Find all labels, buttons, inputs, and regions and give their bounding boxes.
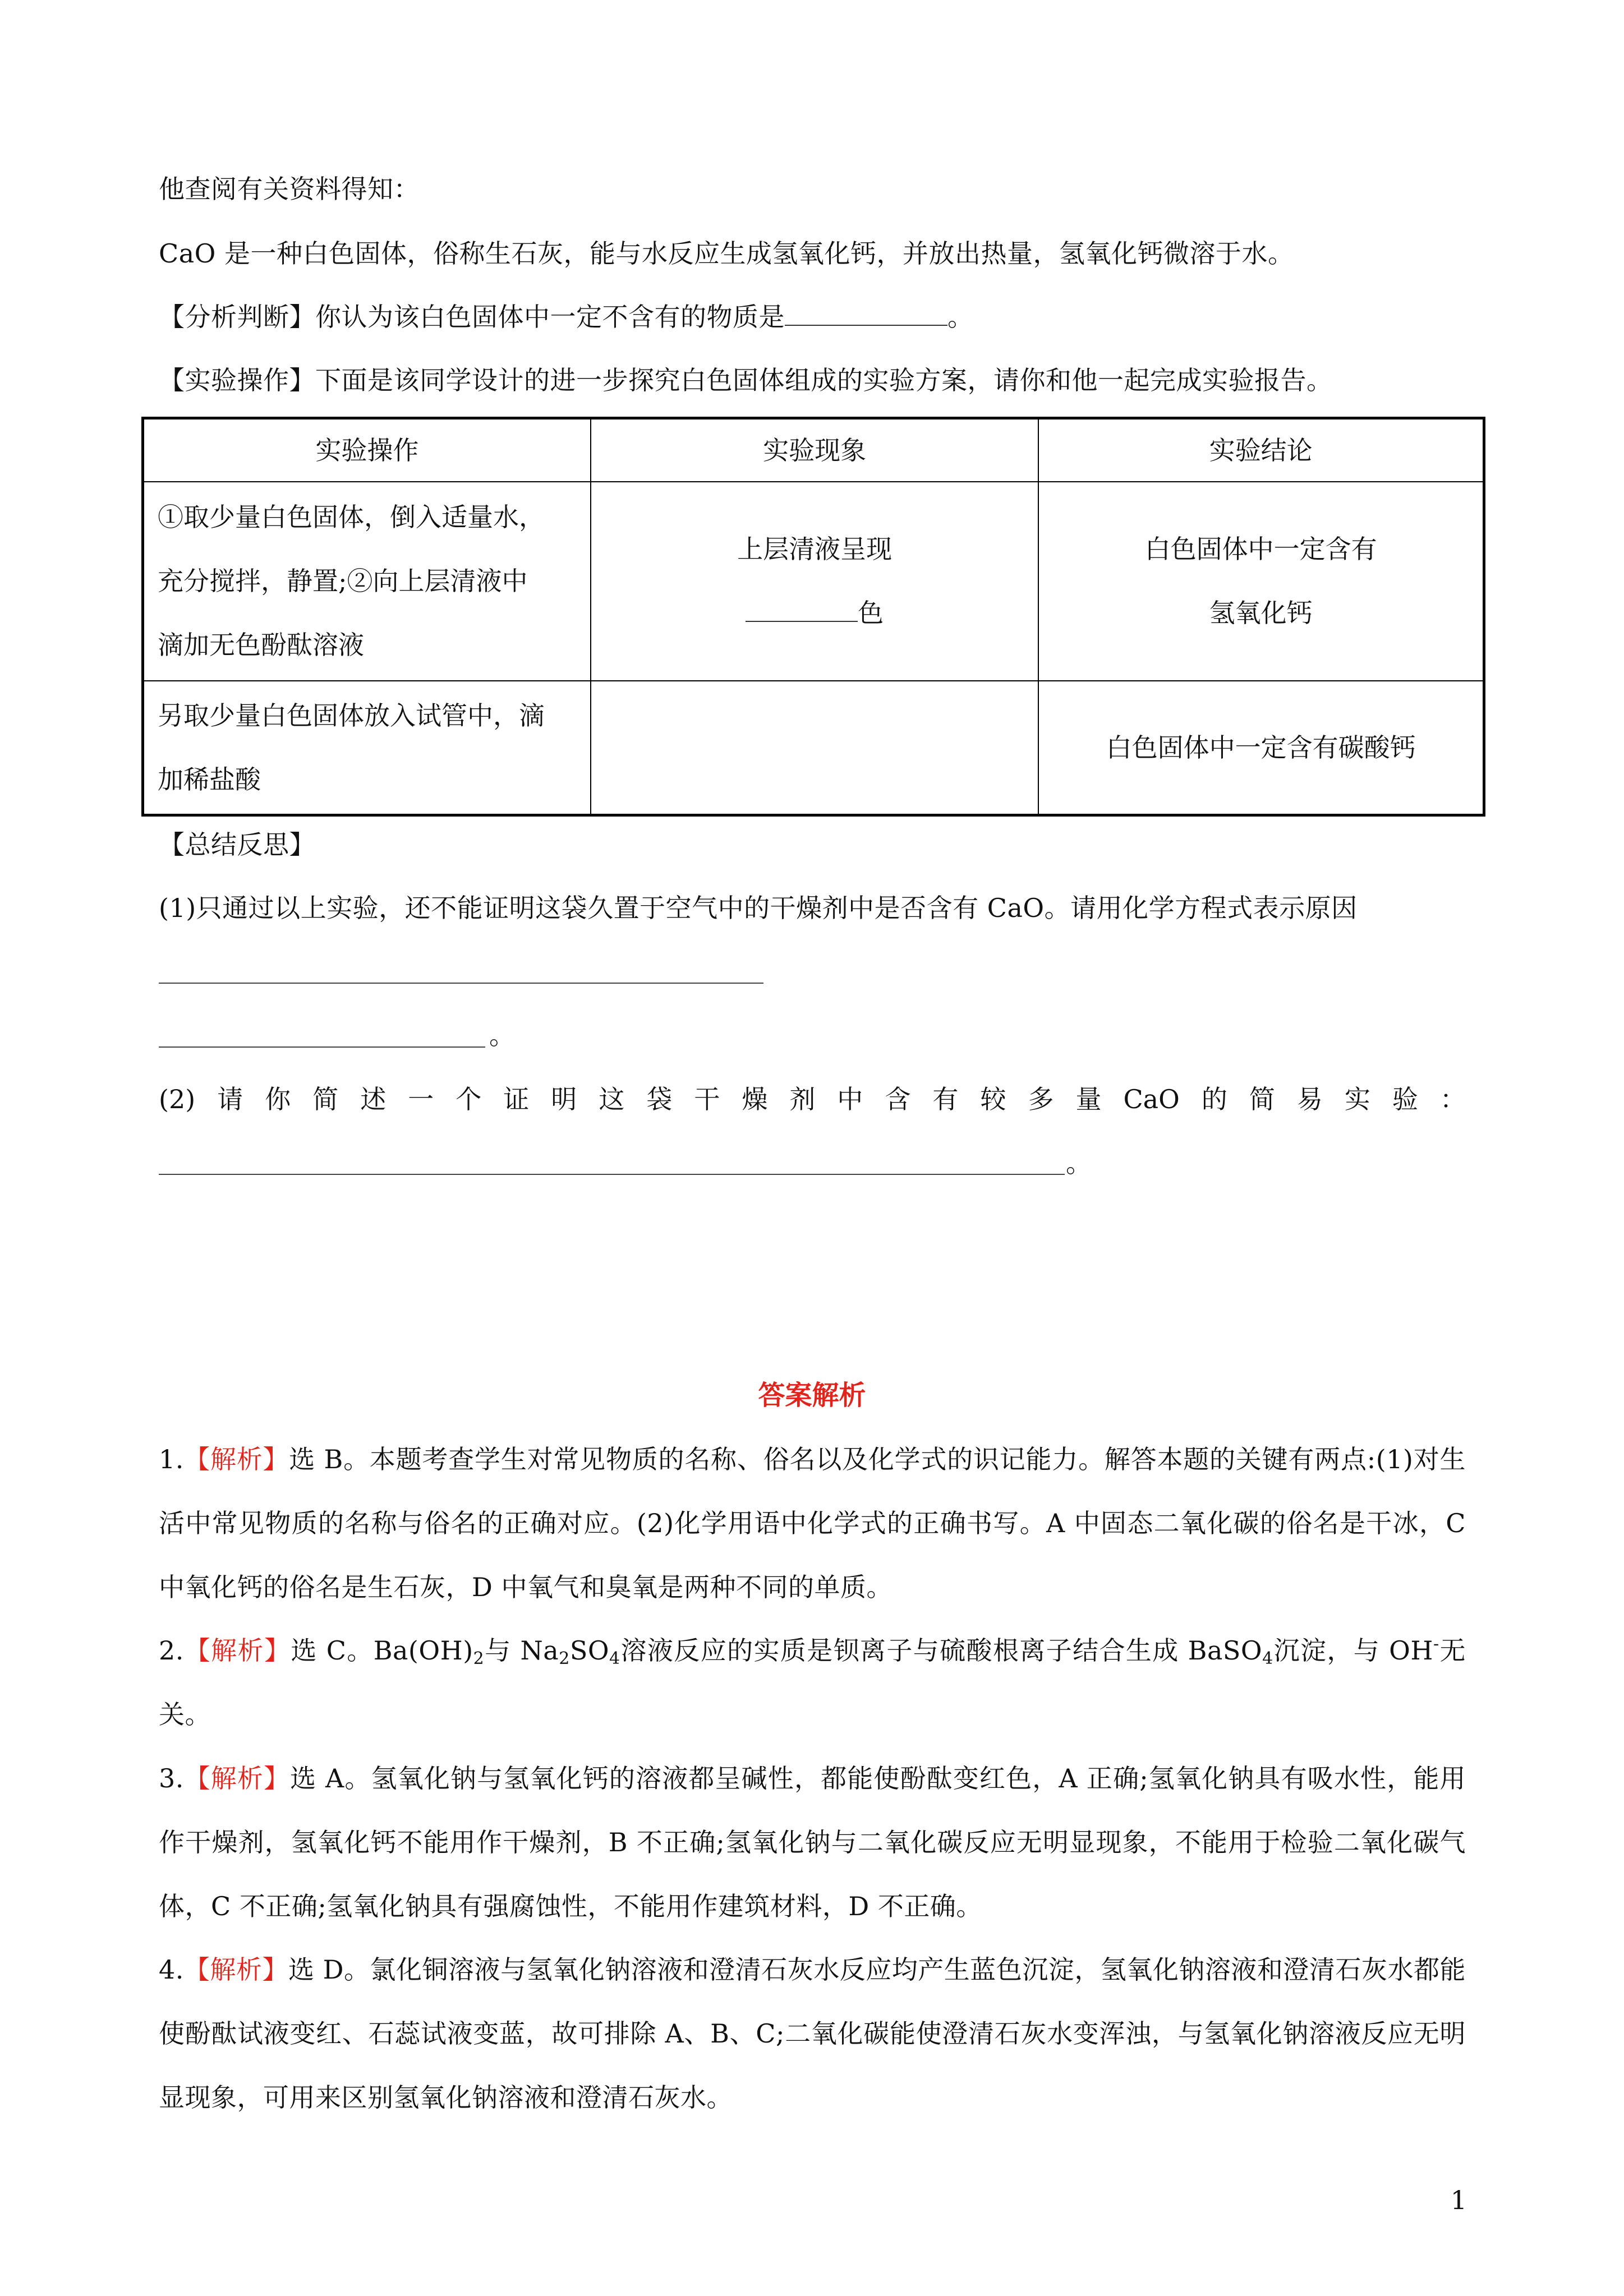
q2-char: 证: [503, 1084, 530, 1114]
answer-text: 与 Na: [484, 1635, 559, 1666]
analysis-text: 你认为该白色固体中一定不含有的物质是: [315, 302, 785, 332]
answer-num: 2.: [159, 1635, 184, 1666]
row2-op-line1: 另取少量白色固体放入试管中，滴: [158, 700, 545, 731]
answer-tag: 【解析】: [183, 1954, 288, 1985]
answer-num: 3.: [159, 1763, 184, 1794]
q2-char: 干: [694, 1084, 720, 1114]
header-conclusion: 实验结论: [1038, 418, 1484, 482]
answer-text: SO: [569, 1635, 610, 1666]
intro-line: 他查阅有关资料得知：: [159, 174, 420, 204]
answer-text: 沉淀，与 OH: [1273, 1635, 1433, 1666]
q2-char: 量: [1075, 1084, 1102, 1114]
answer-text: 溶液反应的实质是钡离子与硫酸根离子结合生成 BaSO: [620, 1635, 1263, 1666]
q2-char: 较: [980, 1084, 1006, 1114]
q2-char: 剂: [789, 1084, 816, 1114]
q2-end: 。: [1066, 1148, 1092, 1178]
page-number: 1: [1450, 2185, 1467, 2215]
subscript: 2: [559, 1649, 570, 1668]
subscript: 4: [1262, 1649, 1273, 1668]
q2-char: (2): [159, 1084, 196, 1114]
answer-text: 选 C。Ba(OH): [291, 1635, 473, 1666]
row1-phen-line1: 上层清液呈现: [737, 534, 892, 564]
row1-concl-line2: 氢氧化钙: [1209, 598, 1313, 628]
q2-char: ：: [1439, 1084, 1466, 1114]
row2-conclusion: 白色固体中一定含有碳酸钙: [1038, 681, 1484, 815]
cao-info: CaO 是一种白色固体，俗称生石灰，能与水反应生成氢氧化钙，并放出热量，氢氧化钙微溶于水。: [159, 238, 1294, 269]
q2-char: 明: [551, 1084, 577, 1114]
answer-4: [159, 1938, 1466, 2129]
answer-tag: 【解析】: [183, 1444, 289, 1474]
row1-operation: [143, 482, 591, 681]
row1-phenomenon: [591, 482, 1039, 681]
q1-end: 。: [489, 1020, 516, 1050]
q2-char: 多: [1028, 1084, 1054, 1114]
q2-char: 的: [1201, 1084, 1227, 1114]
operation-line: [159, 363, 1333, 397]
q2-char: 个: [456, 1084, 482, 1114]
q2-char: 有: [932, 1084, 959, 1114]
table-header-row: [143, 418, 1484, 482]
row1-op-line2: 充分搅拌，静置;②向上层清液中: [158, 566, 528, 596]
operation-text: 下面是该同学设计的进一步探究白色固体组成的实验方案，请你和他一起完成实验报告。: [315, 365, 1333, 395]
analysis-line: [159, 300, 974, 334]
answer-section-title: 答案解析: [758, 1380, 866, 1411]
row1-conclusion: [1038, 482, 1484, 681]
subscript: 2: [473, 1649, 485, 1668]
answer-2: [159, 1619, 1466, 1746]
row1-phen-line2: [605, 581, 1025, 645]
superscript: -: [1433, 1634, 1439, 1654]
q2-char: 袋: [646, 1084, 673, 1114]
q1-answer-line-2[interactable]: [159, 1046, 485, 1048]
subscript: 4: [609, 1649, 620, 1668]
color-suffix: 色: [858, 598, 884, 628]
answer-text: 选 B。本题考查学生对常见物质的名称、俗名以及化学式的识记能力。解答本题的关键有两点:(1)对生活中常见物质的名称与俗名的正确对应。(2)化学用语中化学式的正确书写。A 中固态二氧化碳的俗名是干冰，C 中氧化钙的俗名是生石灰，D 中氧气和臭氧是两种不同的单质。: [159, 1444, 1466, 1602]
answer-text: 选 D。氯化铜溶液与氢氧化钠溶液和澄清石灰水反应均产生蓝色沉淀，氢氧化钠溶液和澄清石灰水都能使酚酞试液变红、石蕊试液变蓝，故可排除 A、B、C;二氧化碳能使澄清石灰水变浑浊，与氢氧化钠溶液反应无明显现象，可用来区别氢氧化钠溶液和澄清石灰水。: [159, 1954, 1466, 2113]
q2-char: 简: [312, 1084, 339, 1114]
row2-phenomenon[interactable]: [591, 681, 1039, 815]
q2-char: 含: [885, 1084, 911, 1114]
color-blank[interactable]: [746, 598, 858, 622]
answer-text: 选 A。氢氧化钠与氢氧化钙的溶液都呈碱性，都能使酚酞变红色，A 正确;氢氧化钠具有吸水性，能用作干燥剂，氢氧化钙不能用作干燥剂，B 不正确;氢氧化钠与二氧化碳反应无明显现象，不能用于检验二氧化碳气体，C 不正确;氢氧化钠具有强腐蚀性，不能用作建筑材料，D 不正确。: [159, 1763, 1466, 1921]
q2-char: 述: [360, 1084, 387, 1114]
row1-concl-line1: 白色固体中一定含有: [1144, 534, 1377, 564]
answer-tag: 【解析】: [183, 1635, 291, 1666]
row2-operation: [143, 681, 591, 815]
q2-char: 简: [1249, 1084, 1275, 1114]
row1-op-line1: ①取少量白色固体，倒入适量水，: [158, 502, 545, 532]
header-operation: 实验操作: [143, 418, 591, 482]
operation-bracket: 【实验操作】: [159, 365, 315, 395]
summary-title: 【总结反思】: [159, 829, 315, 860]
answer-1: [159, 1427, 1466, 1619]
q2-char: 燥: [742, 1084, 768, 1114]
q2-char: 验: [1392, 1084, 1418, 1114]
q2-char: 请: [217, 1084, 243, 1114]
q1-answer-line-1[interactable]: [159, 983, 763, 984]
q2-answer-line[interactable]: [159, 1174, 1065, 1175]
table-row: [143, 681, 1484, 815]
row1-op-line3: 滴加无色酚酞溶液: [158, 630, 364, 660]
answer-tag: 【解析】: [183, 1763, 291, 1794]
analysis-end: 。: [947, 302, 974, 332]
header-phenomenon: 实验现象: [591, 418, 1039, 482]
answer-text: 无关。: [159, 1635, 1466, 1730]
row2-op-line2: 加稀盐酸: [158, 764, 261, 795]
experiment-table: [141, 417, 1485, 817]
q2-char: 这: [599, 1084, 625, 1114]
analysis-bracket: 【分析判断】: [159, 302, 315, 332]
answer-num: 4.: [159, 1954, 184, 1985]
question-1: (1)只通过以上实验，还不能证明这袋久置于空气中的干燥剂中是否含有 CaO。请用化学方程式表示原因: [159, 893, 1358, 923]
q2-char: 实: [1344, 1084, 1370, 1114]
q2-char: 中: [837, 1084, 863, 1114]
q2-char: CaO: [1123, 1084, 1180, 1114]
answer-num: 1.: [159, 1444, 184, 1474]
q2-char: 你: [265, 1084, 291, 1114]
table-row: [143, 482, 1484, 681]
q2-char: 易: [1296, 1084, 1323, 1114]
question-2: [159, 1082, 1466, 1116]
analysis-blank[interactable]: [785, 302, 947, 326]
answer-3: [159, 1746, 1466, 1938]
q2-char: 一: [408, 1084, 434, 1114]
